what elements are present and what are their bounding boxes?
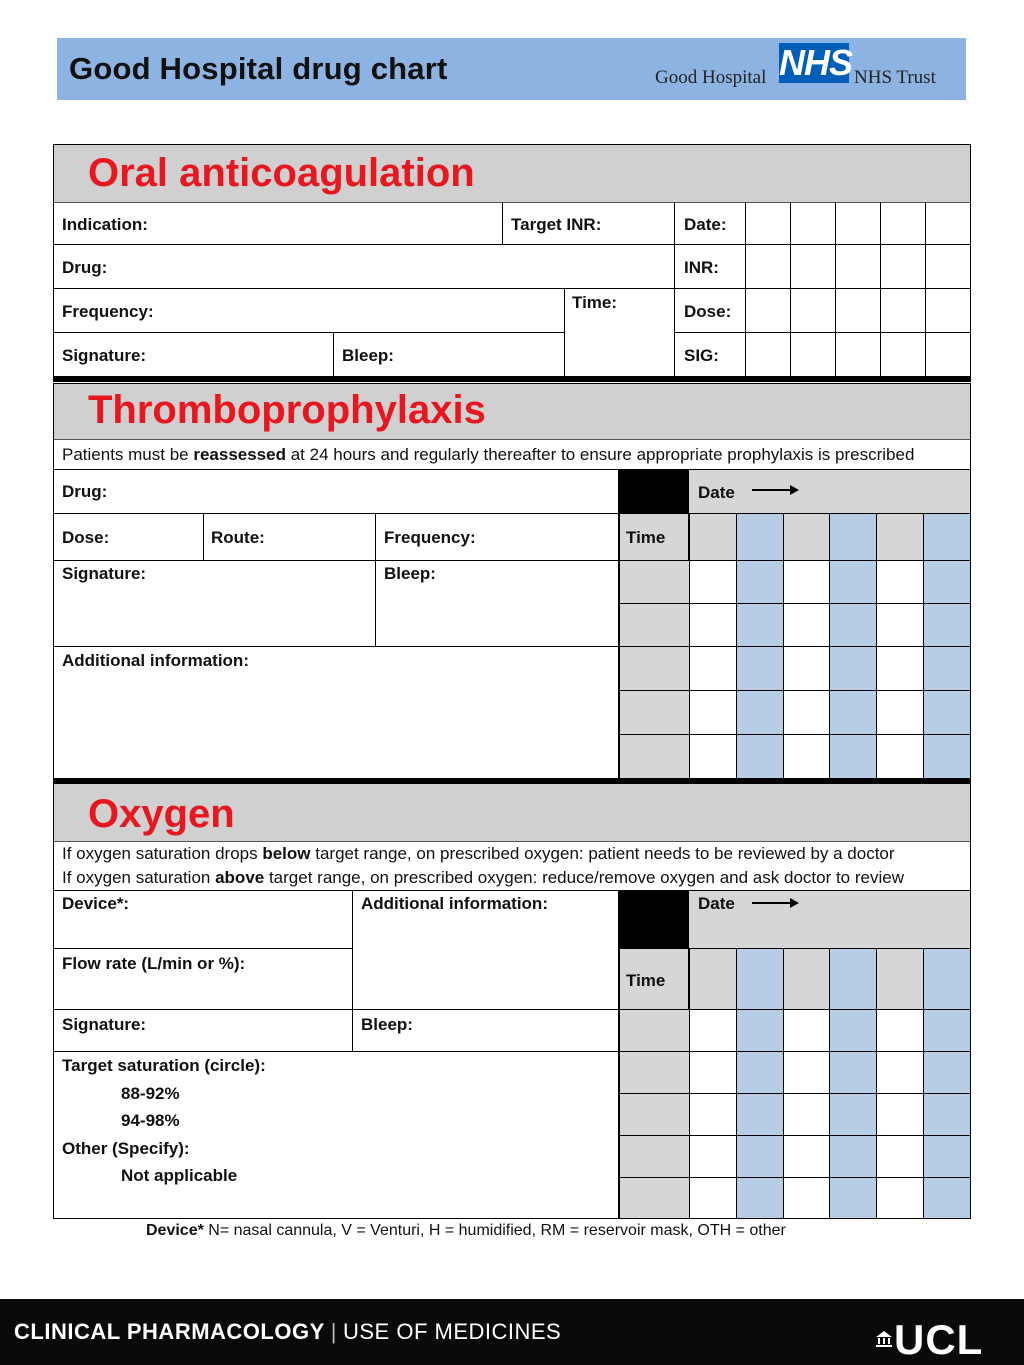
oxygen-admin-cell[interactable] [876,1009,924,1052]
oxygen-time-cell[interactable] [619,1051,690,1094]
oxygen-header-block [619,891,689,948]
oxygen-time-cell[interactable] [619,1093,690,1136]
oxygen-admin-cell[interactable] [923,1051,971,1094]
saturation-option-94-98: 94-98% [121,1111,180,1130]
oxygen-admin-cell[interactable] [923,1093,971,1136]
thrombo-admin-cell[interactable] [689,560,737,604]
oxygen-admin-cell[interactable] [783,1009,831,1052]
oxygen-admin-cell[interactable] [829,1051,877,1094]
page-header [57,38,966,100]
footer-subtitle: USE OF MEDICINES [342,1319,562,1344]
thrombo-admin-cell[interactable] [689,734,737,779]
thrombo-admin-cell[interactable] [736,646,784,691]
oxygen-admin-cell[interactable] [923,948,971,1010]
oxygen-section [53,783,971,1219]
thrombo-drug-label: Drug: [62,482,108,501]
thrombo-admin-cell[interactable] [923,560,971,604]
oral-bleep-label: Bleep: [342,346,394,365]
oxygen-admin-cell[interactable] [736,1009,784,1052]
thrombo-route-label: Route: [211,528,265,547]
oxygen-admin-cell[interactable] [783,948,831,1010]
thrombo-admin-cell[interactable] [923,690,971,735]
target-inr-label: Target INR: [511,215,602,234]
device-key-note: Device* N= nasal cannula, V = Venturi, H = humidified, RM = reservoir mask, OTH = other [146,1222,786,1239]
oral-section-header [54,145,970,203]
thrombo-admin-cell[interactable] [736,560,784,604]
thrombo-admin-cell[interactable] [689,690,737,735]
oxygen-admin-cell[interactable] [829,1009,877,1052]
thrombo-admin-cell[interactable] [923,646,971,691]
arrow-right-icon [752,896,800,910]
thrombo-section-title: Thromboprophylaxis [88,388,486,432]
inr-label: INR: [684,258,719,277]
oxygen-instruction-below: If oxygen saturation drops below target range, on prescribed oxygen: patient needs to be reviewed by a doctor [62,844,895,863]
oxygen-time-label: Time [626,971,666,990]
oral-drug-label: Drug: [62,258,108,277]
nhs-trust-label: NHS Trust [854,67,936,88]
oxygen-admin-cell[interactable] [829,1093,877,1136]
oxygen-additional-label: Additional information: [361,894,548,913]
sig-label: SIG: [684,346,719,365]
thrombo-admin-cell[interactable] [689,603,737,647]
thrombo-admin-cell[interactable] [829,690,877,735]
saturation-option-88-92: 88-92% [121,1084,180,1103]
other-specify-label: Other (Specify): [62,1139,190,1158]
oxygen-admin-cell[interactable] [783,1093,831,1136]
thrombo-admin-cell[interactable] [783,603,831,647]
oral-dose-label: Dose: [684,302,732,321]
oxygen-admin-cell[interactable] [783,1135,831,1178]
oxygen-admin-cell[interactable] [923,1135,971,1178]
thrombo-admin-cell[interactable] [829,603,877,647]
footer-separator: | [330,1319,337,1344]
thrombo-dose-label: Dose: [62,528,110,547]
thrombo-admin-cell[interactable] [736,603,784,647]
oxygen-admin-cell[interactable] [736,948,784,1010]
oxygen-bleep-label: Bleep: [361,1015,413,1034]
thrombo-bleep-label: Bleep: [384,564,436,583]
thrombo-admin-cell[interactable] [876,603,924,647]
oxygen-admin-cell[interactable] [689,1051,737,1094]
oxygen-admin-cell[interactable] [736,1177,784,1219]
oral-signature-label: Signature: [62,346,147,365]
thrombo-signature-label: Signature: [62,564,147,583]
thrombo-admin-cell[interactable] [783,513,831,561]
flow-rate-label: Flow rate (L/min or %): [62,954,246,973]
thrombo-notice: Patients must be reassessed at 24 hours and regularly thereafter to ensure appropriate prophylaxis is prescribed [62,445,915,464]
oxygen-section-header [54,784,970,842]
oxygen-time-cell[interactable] [619,1135,690,1178]
thrombo-admin-cell[interactable] [736,734,784,779]
oxygen-admin-cell[interactable] [736,1135,784,1178]
oxygen-admin-cell[interactable] [876,1051,924,1094]
oxygen-admin-cell[interactable] [923,1009,971,1052]
hospital-name: Good Hospital [655,67,767,88]
oxygen-admin-cell[interactable] [876,1093,924,1136]
footer-department: CLINICAL PHARMACOLOGY [14,1319,325,1344]
thrombo-admin-cell[interactable] [923,513,971,561]
thrombo-admin-cell[interactable] [783,690,831,735]
oxygen-instruction-above: If oxygen saturation above target range, on prescribed oxygen: reduce/remove oxygen and ask doctor to review [62,868,904,887]
thrombo-admin-cell[interactable] [736,513,784,561]
thrombo-admin-cell[interactable] [783,646,831,691]
oxygen-admin-cell[interactable] [689,948,737,1010]
oxygen-signature-label: Signature: [62,1015,147,1034]
device-label: Device*: [62,894,130,913]
thrombo-admin-cell[interactable] [923,734,971,779]
thrombo-frequency-label: Frequency: [384,528,476,547]
thrombo-admin-cell[interactable] [876,734,924,779]
oxygen-admin-cell[interactable] [829,1177,877,1219]
thrombo-admin-cell[interactable] [689,513,737,561]
oxygen-admin-cell[interactable] [876,948,924,1010]
oxygen-admin-cell[interactable] [689,1009,737,1052]
oxygen-admin-cell[interactable] [876,1177,924,1219]
thrombo-admin-cell[interactable] [923,603,971,647]
building-icon [876,1331,892,1347]
oxygen-admin-cell[interactable] [829,948,877,1010]
thrombo-date-label: Date [698,483,735,502]
oral-anticoagulation-section [53,144,971,380]
thrombo-admin-cell[interactable] [876,690,924,735]
thrombo-admin-cell[interactable] [829,560,877,604]
thrombo-admin-cell[interactable] [829,513,877,561]
thrombo-time-cell[interactable] [619,560,690,604]
target-saturation-label: Target saturation (circle): [62,1056,266,1075]
thrombo-admin-cell[interactable] [829,646,877,691]
oxygen-admin-cell[interactable] [736,1051,784,1094]
thrombo-section-header [54,384,970,440]
thrombo-admin-cell[interactable] [829,734,877,779]
nhs-logo: NHS [779,42,853,83]
oral-frequency-label: Frequency: [62,302,154,321]
oxygen-time-cell[interactable] [619,1009,690,1052]
thromboprophylaxis-section [53,383,971,783]
oxygen-admin-cell[interactable] [829,1135,877,1178]
footer-text [14,1319,561,1345]
thrombo-time-cell[interactable] [619,603,690,647]
thrombo-admin-cell[interactable] [783,560,831,604]
oral-date-label: Date: [684,215,727,234]
oral-section-title: Oral anticoagulation [88,151,475,195]
thrombo-admin-cell[interactable] [783,734,831,779]
indication-label: Indication: [62,215,148,234]
thrombo-time-cell[interactable] [619,646,690,691]
thrombo-admin-cell[interactable] [736,690,784,735]
thrombo-admin-cell[interactable] [876,646,924,691]
oxygen-admin-cell[interactable] [689,1135,737,1178]
page-title: Good Hospital drug chart [69,51,448,86]
oxygen-admin-cell[interactable] [923,1177,971,1219]
oxygen-admin-cell[interactable] [689,1177,737,1219]
oxygen-admin-cell[interactable] [783,1051,831,1094]
thrombo-time-cell[interactable] [619,734,690,779]
oxygen-admin-cell[interactable] [689,1093,737,1136]
oxygen-admin-cell[interactable] [876,1135,924,1178]
oxygen-admin-cell[interactable] [783,1177,831,1219]
thrombo-admin-cell[interactable] [689,646,737,691]
oral-time-label: Time: [572,293,618,312]
thrombo-time-cell[interactable] [619,690,690,735]
thrombo-time-label: Time [626,528,666,547]
oxygen-section-title: Oxygen [88,792,235,836]
oxygen-time-cell[interactable] [619,1177,690,1219]
thrombo-admin-cell[interactable] [876,513,924,561]
thrombo-admin-cell[interactable] [876,560,924,604]
not-applicable-option: Not applicable [121,1166,238,1185]
oxygen-admin-cell[interactable] [736,1093,784,1136]
arrow-right-icon [752,483,800,497]
thrombo-header-block [619,470,689,513]
footer-bar [0,1299,1024,1365]
oxygen-date-label: Date [698,894,735,913]
ucl-logo: UCL [894,1316,984,1363]
thrombo-additional-label: Additional information: [62,651,249,670]
